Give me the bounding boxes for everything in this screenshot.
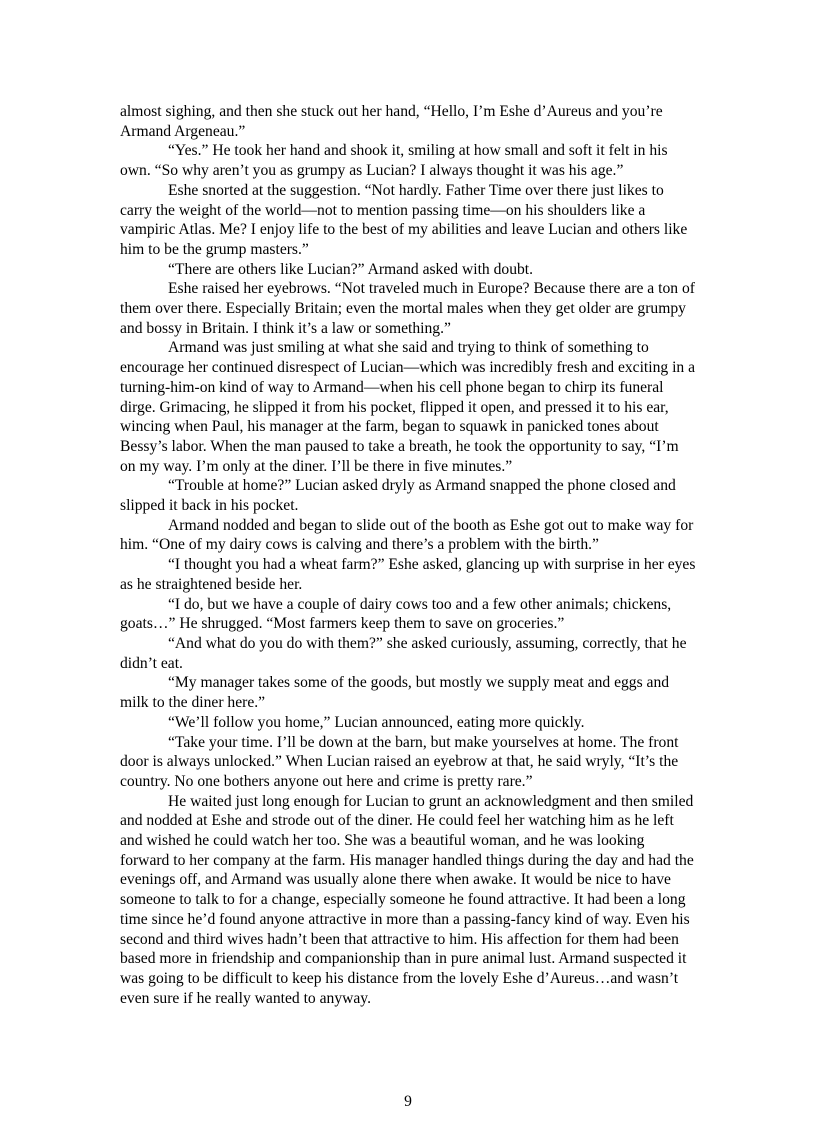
page-body-text — [120, 102, 696, 1008]
paragraph-5: Eshe raised her eyebrows. “Not traveled much in Europe? Because there are a ton of them over there. Especially Britain; even the mortal males when they get older are grumpy and bossy in Britain. I think it’s a law or something.” — [120, 280, 695, 337]
paragraph-10: “I do, but we have a couple of dairy cows too and a few other animals; chickens, goats…” He shrugged. “Most farmers keep them to save on groceries.” — [120, 595, 672, 633]
paragraph-7: “Trouble at home?” Lucian asked dryly as Armand snapped the phone closed and slipped it back in his pocket. — [120, 477, 676, 515]
paragraph-4: “There are others like Lucian?” Armand asked with doubt. — [168, 260, 534, 278]
page-number: 9 — [404, 1093, 412, 1110]
paragraph-3: Eshe snorted at the suggestion. “Not hardly. Father Time over there just likes to carry the weight of the world—not to mention passing time—on his shoulders like a vampiric Atlas. Me? I enjoy life to the best of my abilities and leave Lucian and others like him to be the grump masters.” — [120, 181, 688, 258]
paragraph-1: almost sighing, and then she stuck out her hand, “Hello, I’m Eshe d’Aureus and you’re Armand Argeneau.” — [120, 103, 663, 140]
paragraph-6: Armand was just smiling at what she said and trying to think of something to encourage her continued disrespect of Lucian—which was incredibly fresh and exciting in a turning-him-on kind of way to Armand—when his cell phone began to chirp its funeral dirge. Grimacing, he slipped it from his pocket, flipped it open, and pressed it to his ear, wincing when Paul, his manager at the farm, began to squawk in panicked tones about Bessy’s labor. When the man paused to take a breath, he took the opportunity to say, “I’m on my way. I’m only at the diner. I’ll be there in five minutes.” — [120, 339, 696, 475]
paragraph-2: “Yes.” He took her hand and shook it, smiling at how small and soft it felt in his own. “So why aren’t you as grumpy as Lucian? I always thought it was his age.” — [120, 142, 668, 180]
paragraph-14: “Take your time. I’ll be down at the barn, but make yourselves at home. The front door is always unlocked.” When Lucian raised an eyebrow at that, he said wryly, “It’s the country. No one bothers anyone out here and crime is pretty rare.” — [120, 733, 679, 790]
paragraph-8: Armand nodded and began to slide out of the booth as Eshe got out to make way for him. “One of my dairy cows is calving and there’s a problem with the birth.” — [120, 516, 694, 554]
paragraph-12: “My manager takes some of the goods, but mostly we supply meat and eggs and milk to the diner here.” — [120, 674, 670, 712]
paragraph-13: “We’ll follow you home,” Lucian announced, eating more quickly. — [168, 713, 585, 731]
paragraph-9: “I thought you had a wheat farm?” Eshe asked, glancing up with surprise in her eyes as he straightened beside her. — [120, 556, 696, 593]
paragraph-11: “And what do you do with them?” she asked curiously, assuming, correctly, that he didn’t eat. — [120, 634, 687, 672]
paragraph-15: He waited just long enough for Lucian to grunt an acknowledgment and then smiled and nodded at Eshe and strode out of the diner. He could feel her watching him as he left and wished he could watch her too. She was a beautiful woman, and he was looking forward to her company at the farm. His manager handled things during the day and had the evenings off, and Armand was usually alone there when awake. It would be nice to have someone to talk to for a change, especially someone he found attractive. It had been a long time since he’d found anyone attractive in more than a passing-fancy kind of way. Even his second and third wives hadn’t been that attractive to him. His affection for them had been based more in friendship and companionship than in pure animal lust. Armand suspected it was going to be difficult to keep his distance from the lovely Eshe d’Aureus…and wasn’t even sure if he really wanted to anyway. — [120, 792, 694, 1007]
